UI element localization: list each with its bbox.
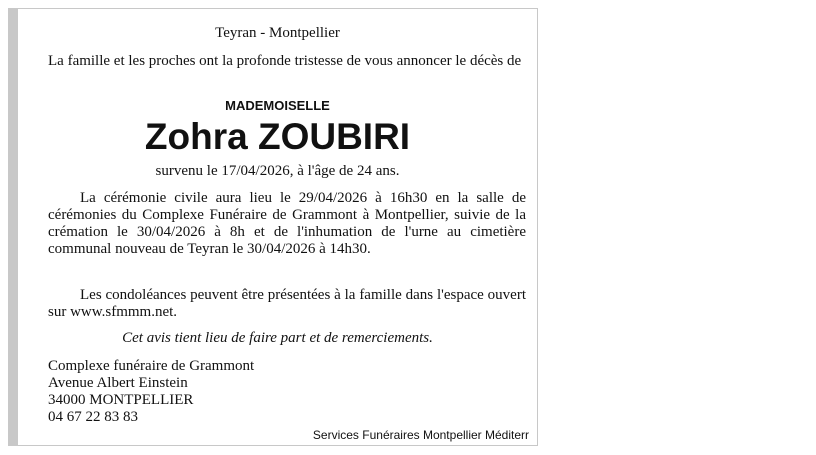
death-details: survenu le 17/04/2026, à l'âge de 24 ans. xyxy=(155,163,400,179)
funeral-home-address xyxy=(48,358,254,426)
civility-label: MADEMOISELLE xyxy=(225,98,330,113)
ceremony-paragraph: La cérémonie civile aura lieu le 29/04/2026 à 16h30 en la salle de cérémonies du Complexe Funéraire de Grammont à Montpellier, suivie de la crémation le 30/04/2026 à 8h et de l'inhumation de l'urne au cimetière communal nouveau de Teyran le 30/04/2026 à 14h30. xyxy=(48,190,526,257)
address-line-3: 34000 MONTPELLIER xyxy=(48,392,194,408)
notice-disclaimer: Cet avis tient lieu de faire part et de remerciements. xyxy=(122,330,433,346)
notice-location: Teyran - Montpellier xyxy=(215,25,340,41)
address-line-1: Complexe funéraire de Grammont xyxy=(48,358,255,374)
deceased-name: Zohra ZOUBIRI xyxy=(144,116,411,157)
funeral-service-footer: Services Funéraires Montpellier Méditerr xyxy=(312,428,529,442)
phone-number: 04 67 22 83 83 xyxy=(48,409,138,425)
condolences-paragraph: Les condoléances peuvent être présentées à la famille dans l'espace ouvert sur www.sfmmm.net. xyxy=(48,287,526,320)
address-line-2: Avenue Albert Einstein xyxy=(48,375,188,391)
notice-intro: La famille et les proches ont la profonde tristesse de vous annoncer le décès de xyxy=(48,53,522,69)
obituary-notice xyxy=(8,8,538,446)
